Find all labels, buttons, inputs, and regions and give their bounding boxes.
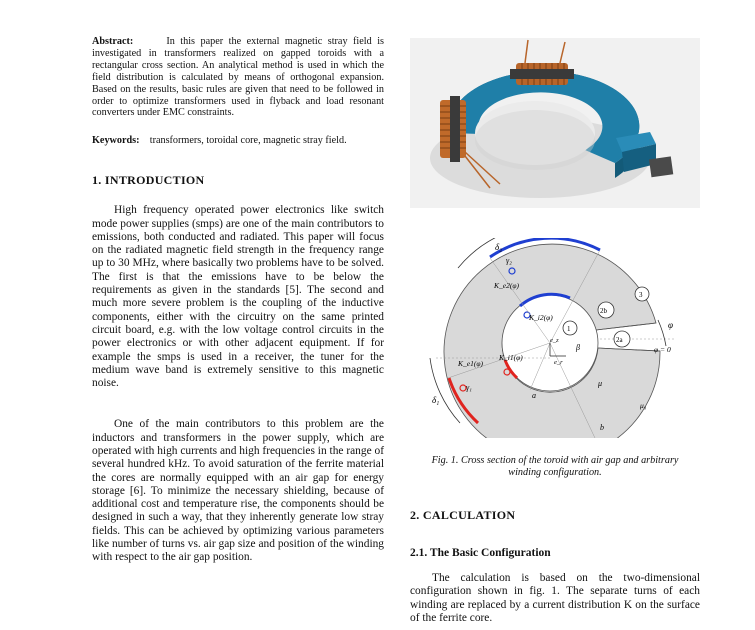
abstract-text: In this paper the external magnetic stray field is investigated in transformers realized on gapped toroids with a rectangular cross section. An analytical method is used in which the field distribution is calculated by means of orthogonal expansion. Based on the results, basic rules are given that need to be followed in order to optimize transformers used in flyback and load resonant converters under EMC constraints. xyxy=(92,36,384,119)
keywords-text: transformers, toroidal core, magnetic stray field. xyxy=(149,135,347,147)
label-phi-zero: φ = 0 xyxy=(654,345,671,354)
label-delta2: δ₂ xyxy=(495,242,503,252)
cross-section-svg xyxy=(420,238,690,438)
figure-caption: Fig. 1. Cross section of the toroid with air gap and arbitrary winding configuration. xyxy=(431,455,679,478)
section1-para2: One of the main contributors to this problem are the inductors and transformers in the power supply, which are operated with high currents and high frequencies in the range of several hundred kHz. To avoid saturation of the ferrite material the cores are normally equipped with an air gap for energy storage [6]. To minimize the necessary shielding, because of additional cost and temperature rise, the components should be designed in such a way, that they inherently generate low stray fields. This can be achieved by optimizing various parameters like number of turns vs. air gap size and position of the winding with respect to the air gap position. xyxy=(92,418,384,564)
label-delta1: δ₁ xyxy=(432,395,440,405)
cross-section-diagram xyxy=(420,238,690,438)
section1-para1: High frequency operated power electronics like switch mode power supplies (smps) are one of the main contributors to emissions, both conducted and radiated. This paper will focus on the radiated magnetic field strength in the frequency range up to 30 MHz, where basically two problems have to be solved. The first is that the emissions have to be below the requirements as given in the standards [5]. The second and much more severe problem is the coupling of the inductive components, either with the circuitry on the same printed circuit board, e.g. with the low voltage control circuits in the power electronics or with other adjacent equipment. If for example the smps is used in a receiver, the tuner for the medium wave band is extremely sensitive to this magnetic noise. xyxy=(92,204,384,390)
label-gamma2: γ₂ xyxy=(506,256,512,265)
label-region3: 3 xyxy=(639,291,643,299)
abstract-label: Abstract: xyxy=(92,36,134,47)
section2-para1: The calculation is based on the two-dimensional configuration shown in fig. 1. The separate turns of each winding are replaced by a current distribution K on the surface of the ferrite core. xyxy=(410,572,700,624)
label-b: b xyxy=(600,423,604,432)
toroid-photo-svg xyxy=(410,38,700,208)
section1-heading: 1. INTRODUCTION xyxy=(92,173,205,188)
label-a: a xyxy=(532,391,536,400)
section2 xyxy=(410,508,700,625)
label-gamma1: γ₁ xyxy=(466,383,472,392)
label-phi: φ xyxy=(668,320,673,330)
toroid-photo xyxy=(410,38,700,208)
keywords-label: Keywords: xyxy=(92,135,140,147)
label-region2b: 2b xyxy=(600,307,607,315)
abstract xyxy=(92,36,384,119)
label-mu: μ xyxy=(598,379,603,388)
keywords xyxy=(92,135,384,147)
label-beta: β xyxy=(576,343,580,352)
label-ki1: K_i1(φ) xyxy=(499,353,523,362)
label-region1: 1 xyxy=(567,325,571,333)
label-ki2: K_i2(φ) xyxy=(529,313,553,322)
label-ke1: K_e1(φ) xyxy=(458,359,483,368)
label-ke2: K_e2(φ) xyxy=(494,281,519,290)
label-mu0: μ₀ xyxy=(640,401,647,410)
label-ez: e_z xyxy=(550,337,559,344)
section2-subheading: 2.1. The Basic Configuration xyxy=(410,547,551,559)
label-region2a: 2a xyxy=(616,336,623,344)
section2-heading: 2. CALCULATION xyxy=(410,508,516,522)
left-column xyxy=(92,36,384,565)
label-er: e_r xyxy=(554,359,563,366)
